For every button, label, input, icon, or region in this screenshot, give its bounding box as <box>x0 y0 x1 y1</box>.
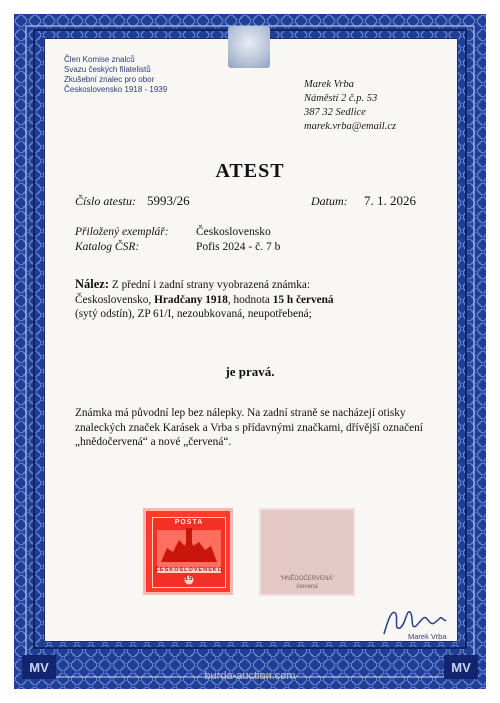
exemplar-label: Přiložený exemplář: <box>75 226 169 238</box>
catalog-label: Katalog ČSR: <box>75 241 140 253</box>
issuer-line: Zkušební znalec pro obor <box>64 75 155 84</box>
stamp-top-text: POSTA <box>174 519 204 526</box>
stamp-front-image <box>143 508 233 595</box>
finding-value: 15 h červená <box>272 293 334 306</box>
address-city: 387 32 Sedlice <box>304 107 366 118</box>
finding-issue: Hradčany 1918 <box>154 293 228 306</box>
finding-label: Nález: <box>75 277 110 291</box>
finding-text: Z přední i zadní strany vyobrazená známka: <box>109 279 311 291</box>
stamp-back-mark: "HNĚDOČERVENÁ" <box>279 576 335 582</box>
certificate-number: 5993/26 <box>147 193 190 208</box>
finding-country: Československo, <box>75 293 155 306</box>
hologram-seal <box>228 26 270 68</box>
watermark-text: burda-auction.com <box>204 670 296 682</box>
address-block <box>304 78 396 134</box>
address-email: marek.vrba@email.cz <box>304 121 397 132</box>
printer-note: TISKÁRNA HRADIŠTKO <box>225 688 275 693</box>
stamp-value-text: 15 <box>184 576 194 582</box>
issuer-line: Československo 1918 - 1939 <box>64 85 168 94</box>
finding-paragraph <box>75 277 430 322</box>
issuer-line: Svazu českých filatelistů <box>64 65 151 74</box>
date-value: 7. 1. 2026 <box>364 193 416 208</box>
stamp-design <box>152 517 226 588</box>
certificate-title: ATEST <box>215 160 285 182</box>
date-label: Datum: <box>311 194 348 208</box>
logo-text-left: MV <box>29 660 49 675</box>
signature-name: Marek Vrba <box>408 632 447 641</box>
address-street: Náměstí 2 č.p. 53 <box>304 93 378 104</box>
stamp-back-image <box>259 508 355 596</box>
issuer-block <box>64 55 167 95</box>
finding-value-label: , hodnota <box>227 293 273 306</box>
stamp-back-mark-2: červená <box>296 584 318 590</box>
finding-details: (sytý odstín), ZP 61/I, nezoubkovaná, neupotřebená; <box>75 308 312 321</box>
issuer-line: Člen Komise znalců <box>64 55 135 64</box>
stamp-country-text: ČESKOSLOVENSKO <box>154 567 224 573</box>
exemplar-value: Československo <box>196 226 271 238</box>
catalog-value: Pofis 2024 - č. 7 b <box>196 241 281 253</box>
verdict: je pravá. <box>225 364 275 379</box>
logo-text-right: MV <box>451 660 471 675</box>
certificate-number-label: Číslo atestu: <box>75 194 137 208</box>
address-name: Marek Vrba <box>304 79 354 90</box>
note-paragraph: Známka má původní lep bez nálepky. Na zadní straně se nacházejí otisky znaleckých značek Karásek a Vrba s přídavnými značkami, dřívější označení „hnědočervená“ a nové „červená“. <box>75 407 423 449</box>
